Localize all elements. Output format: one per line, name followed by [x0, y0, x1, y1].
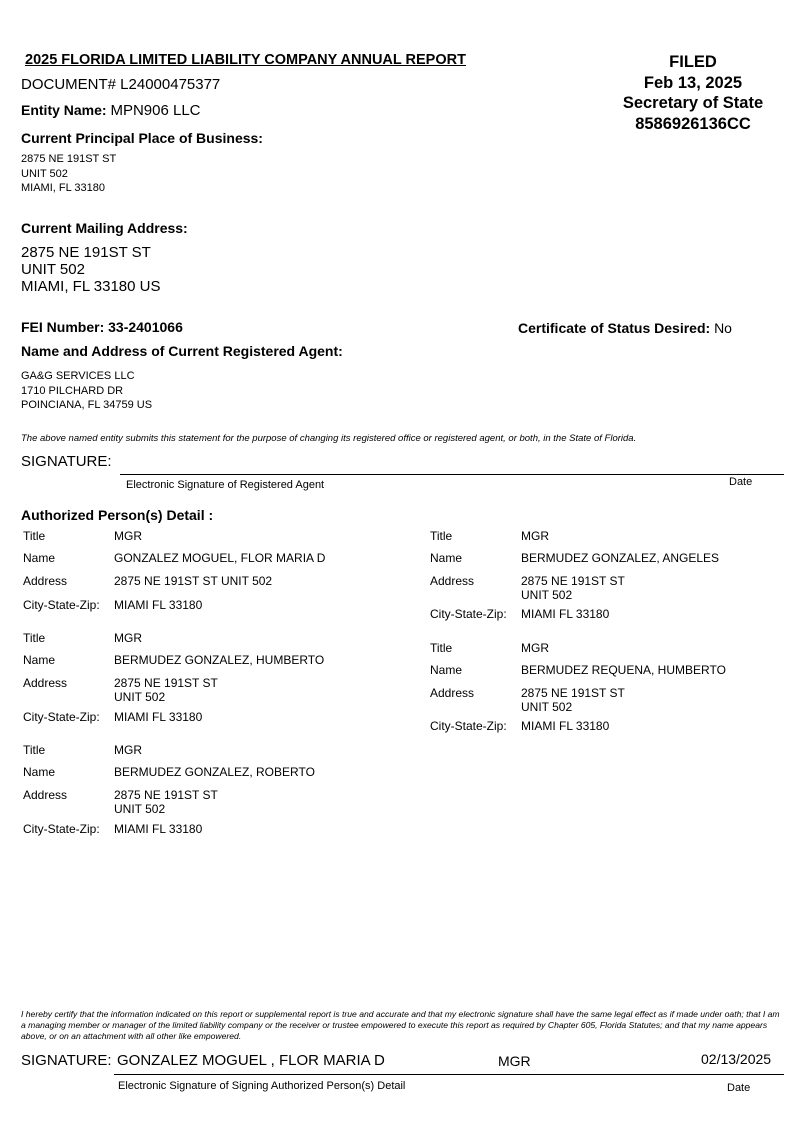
- person-address-1: 2875 NE 191ST ST: [521, 574, 625, 588]
- registered-agent-label: Name and Address of Current Registered Agent:: [21, 343, 343, 359]
- principal-line-3: MIAMI, FL 33180: [21, 182, 105, 194]
- signer-title: MGR: [498, 1053, 531, 1069]
- person-name: BERMUDEZ REQUENA, HUMBERTO: [521, 663, 726, 677]
- principal-place-address: [21, 152, 116, 196]
- final-signature-caption: Electronic Signature of Signing Authorized Person(s) Detail: [118, 1080, 406, 1092]
- report-title: 2025 FLORIDA LIMITED LIABILITY COMPANY ANNUAL REPORT: [25, 52, 466, 68]
- person-title: MGR: [521, 529, 549, 543]
- filed-number: 8586926136CC: [635, 114, 751, 133]
- person-address-2: UNIT 502: [521, 588, 573, 602]
- address-label: Address: [23, 574, 68, 588]
- csz-label: City-State-Zip:: [23, 598, 100, 612]
- entity-name-row: [21, 102, 201, 119]
- person-address-1: 2875 NE 191ST ST: [114, 676, 218, 690]
- principal-line-1: 2875 NE 191ST ST: [21, 153, 117, 165]
- agent-line-2: 1710 PILCHARD DR: [21, 384, 124, 397]
- principal-place-label: Current Principal Place of Business:: [21, 130, 263, 146]
- authorized-heading: Authorized Person(s) Detail :: [21, 507, 214, 523]
- final-signature-line: [114, 1074, 784, 1075]
- mailing-address-label: Current Mailing Address:: [21, 220, 188, 236]
- mailing-line-3: MIAMI, FL 33180 US: [21, 278, 161, 295]
- address-label: Address: [430, 686, 475, 700]
- registered-agent-address: [21, 369, 152, 413]
- person-address-2: UNIT 502: [114, 802, 166, 816]
- mailing-line-1: 2875 NE 191ST ST: [21, 244, 151, 261]
- principal-line-2: UNIT 502: [21, 167, 68, 180]
- mailing-line-2: UNIT 502: [21, 261, 85, 278]
- name-label: Name: [23, 551, 56, 565]
- certification-text: I hereby certify that the information indicated on this report or supplemental report is true and accurate and that my electronic signature shall have the same legal effect as if made under oath; that I am a managing member or manager of the limited liability company or the receiver or trustee empowered to execute this report as required by Chapter 605, Florida Statutes; and that my name appears above, or on an attachment with all other like empowered.: [21, 1009, 780, 1041]
- filed-date: Feb 13, 2025: [643, 73, 743, 92]
- certificate-of-status: [518, 320, 732, 336]
- address-label: Address: [430, 574, 475, 588]
- agent-signature-caption: Electronic Signature of Registered Agent: [126, 479, 325, 491]
- person-name: BERMUDEZ GONZALEZ, ROBERTO: [114, 765, 315, 779]
- address-label: Address: [23, 788, 68, 802]
- title-label: Title: [430, 529, 453, 543]
- person-csz: MIAMI FL 33180: [521, 719, 610, 733]
- name-label: Name: [430, 663, 463, 677]
- name-label: Name: [23, 765, 56, 779]
- final-date-label: Date: [727, 1082, 751, 1094]
- csz-label: City-State-Zip:: [23, 710, 100, 724]
- filed-office: Secretary of State: [622, 94, 764, 112]
- person-title: MGR: [114, 631, 142, 645]
- agent-date-label: Date: [729, 476, 753, 488]
- entity-name: MPN906 LLC: [110, 102, 201, 119]
- address-label: Address: [23, 676, 68, 690]
- document-number: DOCUMENT# L24000475377: [21, 76, 221, 93]
- person-address-2: UNIT 502: [521, 700, 573, 714]
- person-address-2: UNIT 502: [114, 690, 166, 704]
- person-csz: MIAMI FL 33180: [114, 710, 203, 724]
- person-name: BERMUDEZ GONZALEZ, ANGELES: [521, 551, 720, 565]
- person-csz: MIAMI FL 33180: [521, 607, 610, 621]
- fei-number: FEI Number: 33-2401066: [21, 319, 183, 335]
- final-signature-label: SIGNATURE:: [21, 1052, 112, 1069]
- person-title: MGR: [114, 529, 142, 543]
- person-name: GONZALEZ MOGUEL, FLOR MARIA D: [114, 551, 326, 565]
- person-title: MGR: [114, 743, 142, 757]
- filed-status: FILED: [669, 53, 717, 71]
- agent-signature-line: [120, 474, 784, 475]
- certificate-label: Certificate of Status Desired:: [518, 320, 711, 336]
- signer-name: GONZALEZ MOGUEL , FLOR MARIA D: [117, 1052, 385, 1069]
- certificate-value: No: [714, 320, 732, 336]
- csz-label: City-State-Zip:: [430, 719, 507, 733]
- name-label: Name: [23, 653, 56, 667]
- person-csz: MIAMI FL 33180: [114, 598, 203, 612]
- agent-line-1: GA&G SERVICES LLC: [21, 370, 135, 382]
- title-label: Title: [23, 529, 46, 543]
- agent-line-3: POINCIANA, FL 34759 US: [21, 399, 153, 411]
- csz-label: City-State-Zip:: [23, 822, 100, 836]
- filed-stamp: [606, 52, 780, 134]
- title-label: Title: [23, 743, 46, 757]
- agent-statement: The above named entity submits this statement for the purpose of changing its registered office or registered agent, or both, in the State of Florida.: [21, 433, 637, 444]
- title-label: Title: [23, 631, 46, 645]
- person-name: BERMUDEZ GONZALEZ, HUMBERTO: [114, 653, 325, 667]
- person-address-1: 2875 NE 191ST ST: [521, 686, 625, 700]
- csz-label: City-State-Zip:: [430, 607, 507, 621]
- person-address-1: 2875 NE 191ST ST UNIT 502: [114, 574, 273, 588]
- signed-date: 02/13/2025: [701, 1051, 772, 1067]
- person-title: MGR: [521, 641, 549, 655]
- title-label: Title: [430, 641, 453, 655]
- mailing-address: [21, 244, 161, 295]
- entity-name-label: Entity Name:: [21, 102, 107, 118]
- name-label: Name: [430, 551, 463, 565]
- person-csz: MIAMI FL 33180: [114, 822, 203, 836]
- person-address-1: 2875 NE 191ST ST: [114, 788, 218, 802]
- agent-signature-label: SIGNATURE:: [21, 453, 112, 470]
